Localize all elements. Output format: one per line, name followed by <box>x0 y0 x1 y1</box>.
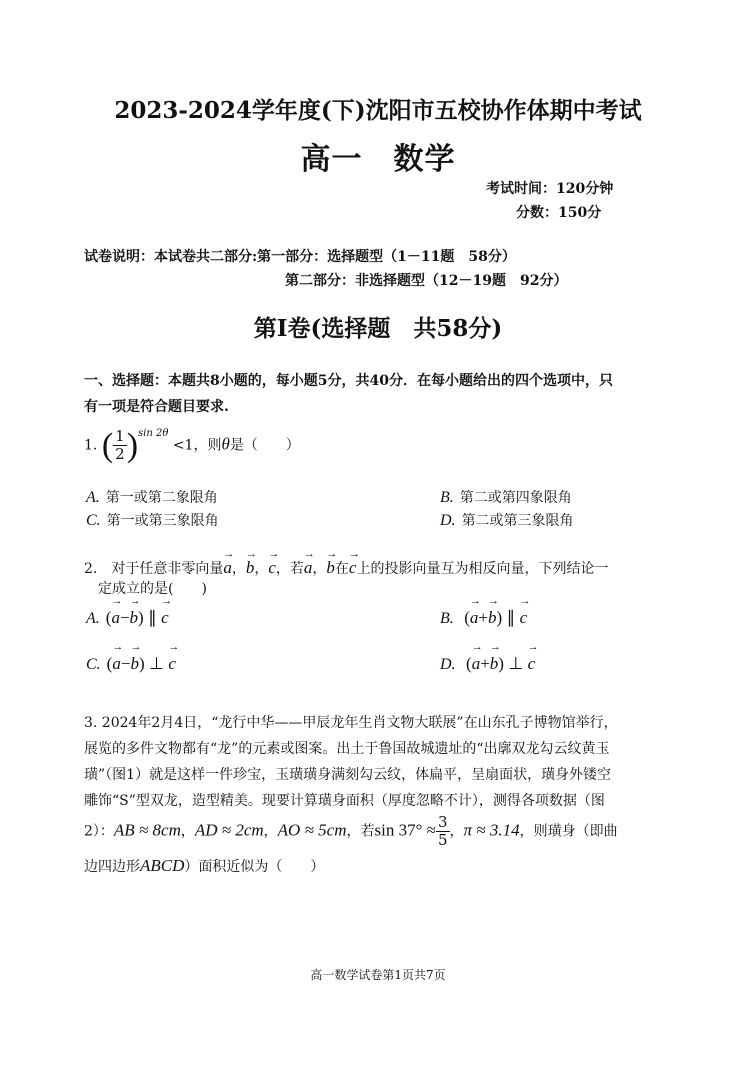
question-3-line-5: 2）：AB ≈ 8cm，AD ≈ 2cm，AO ≈ 5cm，若sin 37° ≈ $\frac{3}{5}$ ，π ≈ 3.14，则璜身（即曲 <box>84 813 618 849</box>
measure-ao: AO ≈ 5cm <box>277 820 347 840</box>
q2-option-a[interactable]: A. (→ a−→ b) ∥ → c <box>86 608 169 628</box>
question-2-line-2: 定成立的是( ) <box>98 581 207 597</box>
question-1-exponent: sin 2θ <box>138 427 169 439</box>
question-1-fraction: $\frac{1}{2}$ <box>115 427 125 463</box>
question-3-line-3: 璜”（图1）就是这样一件珍宝，玉璜璜身满刻勾云纹，体扁平，呈扇面状，璜身外镂空 <box>84 767 612 783</box>
q1-option-b[interactable]: B. 第二或第四象限角 <box>440 489 572 506</box>
question-2-line-1: 2. 对于任意非零向量→ a，→ b，→ c，若→ a，→ b在→ c上的投影向量互为相反向量，下列结论一 <box>84 554 608 583</box>
theta-symbol: θ <box>221 434 230 454</box>
exam-time: 考试时间：120分钟 <box>486 181 614 197</box>
question-1-number: 1. <box>84 437 98 454</box>
q2-option-d[interactable]: D. (→ a+→ b) ⊥ → c <box>440 654 535 674</box>
page-footer: 高一数学试卷第1页共7页 <box>310 968 446 982</box>
left-paren: ( <box>101 427 114 464</box>
question-1-text-b: 是（ ） <box>229 437 300 454</box>
question-1-inequality: <1 <box>172 437 194 454</box>
quadrilateral-abcd: ABCD <box>140 856 185 875</box>
q1-option-c[interactable]: C. 第一或第三象限角 <box>86 512 219 529</box>
section-heading-line-2: 有一项是符合题目要求. <box>84 399 229 415</box>
section-heading-line-1: 一、选择题：本题共8小题的，每小题5分，共40分．在每小题给出的四个选项中，只 <box>84 373 613 389</box>
sin-approx: sin 37° ≈ <box>374 820 436 840</box>
question-1 <box>84 428 300 463</box>
vector-b: → b <box>246 554 255 581</box>
exam-title: 2023-2024学年度(下)沈阳市五校协作体期中考试 <box>114 97 642 124</box>
q2-option-b[interactable]: B. (→ a+→ b) ∥ → c <box>440 608 527 628</box>
description-line-1: 试卷说明：本试卷共二部分:第一部分：选择题型（1－11题 58分） <box>84 249 516 265</box>
q1-option-d[interactable]: D. 第二或第三象限角 <box>440 512 574 529</box>
volume-title: 第Ⅰ卷(选择题 共58分) <box>253 315 503 342</box>
measure-ad: AD ≈ 2cm <box>194 820 264 840</box>
exam-subtitle: 高一 数学 <box>300 142 456 177</box>
measure-ab: AB ≈ 8cm <box>113 820 181 840</box>
question-3-line-2: 展览的多件文物都有“龙”的元素或图案。出土于鲁国故城遗址的“出廓双龙勾云纹黄玉 <box>84 741 610 757</box>
vector-a: → a <box>223 554 232 581</box>
question-1-text-a: ，则 <box>193 437 222 454</box>
question-3-line-4: 雕饰“S”型双龙，造型精美。现要计算璜身面积（厚度忽略不计），测得各项数据（图 <box>84 793 605 809</box>
q2-option-c[interactable]: C. (→ a−→ b) ⊥ → c <box>86 654 176 674</box>
pi-approx: π ≈ 3.14 <box>463 820 520 840</box>
description-line-2: 第二部分：非选择题型（12－19题 92分） <box>285 273 568 289</box>
question-3-line-1: 3. 2024年2月4日，“龙行中华——甲辰龙年生肖文物大联展”在山东孔子博物馆举行， <box>84 715 618 731</box>
q1-option-a[interactable]: A. 第一或第二象限角 <box>86 489 218 506</box>
right-paren: ) <box>126 427 139 464</box>
sin-fraction: $\frac{3}{5}$ <box>437 813 448 849</box>
question-3-line-6: 边四边形ABCD）面积近似为（ ） <box>84 856 325 875</box>
exam-score: 分数：150分 <box>516 205 602 221</box>
vector-c: → c <box>268 554 276 581</box>
